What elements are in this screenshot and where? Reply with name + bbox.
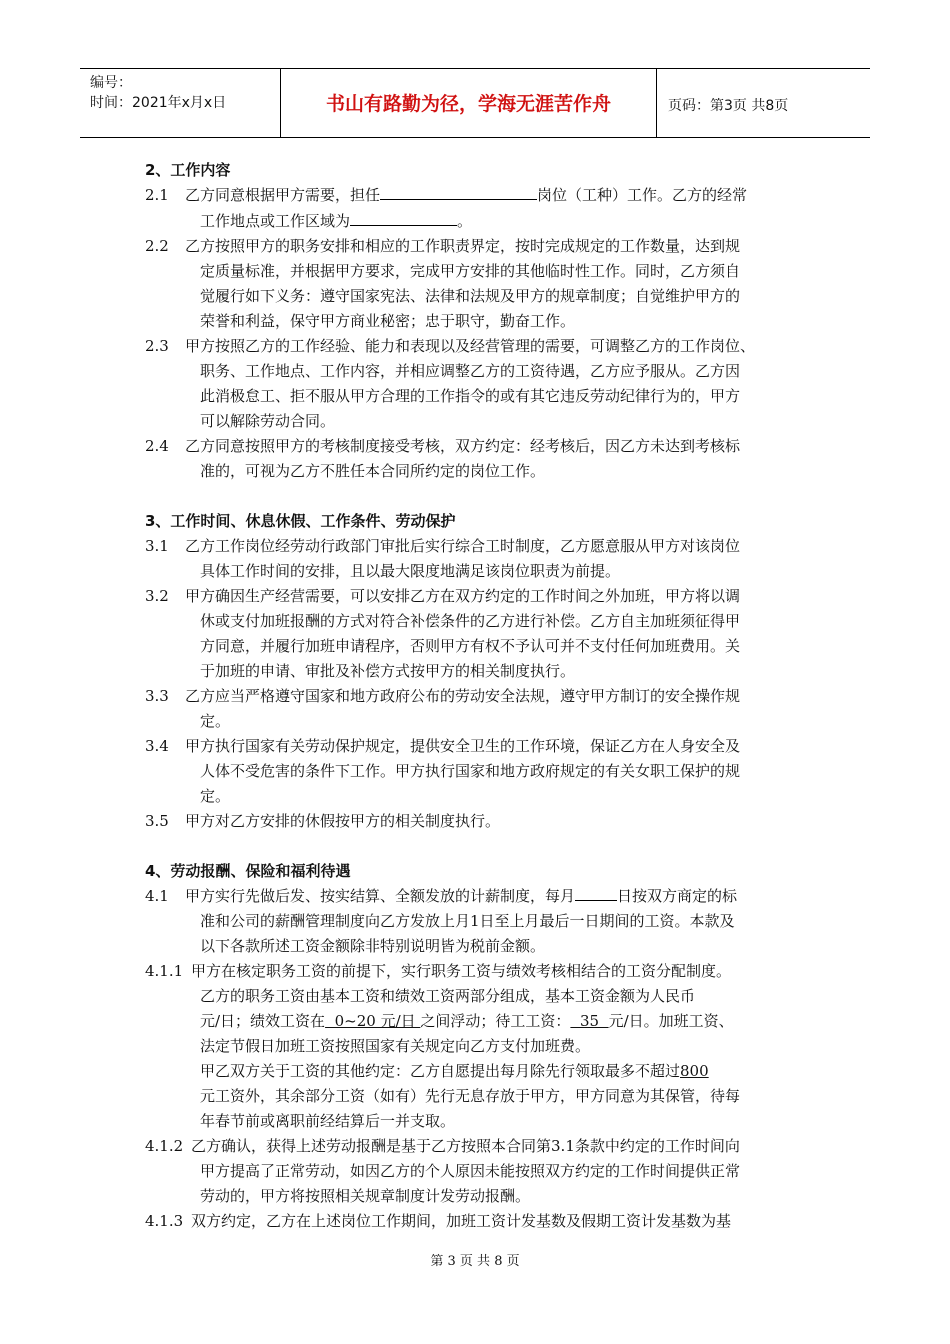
clause-line: 双方约定，乙方在上述岗位工作期间，加班工资计发基数及假期工资计发基数为基 (191, 1212, 732, 1230)
clause-line: 乙方的职务工资由基本工资和绩效工资两部分组成，基本工资金额为人民币 (200, 987, 696, 1005)
clause-line: 定质量标准，并根据甲方要求，完成甲方安排的其他临时性工作。同时，乙方须自 (200, 262, 741, 280)
section-title: 3、工作时间、休息休假、工作条件、劳动保护 (145, 512, 456, 530)
clause-line: 甲方确因生产经营需要，可以安排乙方在双方约定的工作时间之外加班，甲方将以调 (185, 587, 741, 605)
clause-number: 4.1.1 (145, 962, 184, 980)
clause-text: 乙方同意根据甲方需要，担任 (185, 186, 381, 204)
document-date: 时间：2021年x月x日 (90, 95, 227, 111)
clause-number: 3.3 (145, 687, 169, 705)
clause-line: 乙方应当严格遵守国家和地方政府公布的劳动安全法规，遵守甲方制订的安全操作规 (185, 687, 741, 705)
clause-number: 2.1 (145, 186, 169, 204)
clause-line: 乙方同意按照甲方的考核制度接受考核，双方约定：经考核后，因乙方未达到考核标 (185, 437, 741, 455)
clause-line: 人体不受危害的条件下工作。甲方执行国家和地方政府规定的有关女职工保护的规 (200, 762, 741, 780)
clause-text: 元/日；绩效工资在 (200, 1012, 326, 1030)
clause-line: 乙方按照甲方的职务安排和相应的工作职责界定，按时完成规定的工作数量，达到规 (185, 237, 741, 255)
clause-text: 甲方实行先做后发、按实结算、全额发放的计薪制度，每月 (185, 887, 576, 905)
page-header (80, 68, 870, 138)
clause-number: 4.1.3 (145, 1212, 184, 1230)
clause-text: 甲乙双方关于工资的其他约定：乙方自愿提出每月除先行领取最多不超过 (200, 1062, 681, 1080)
clause-line (185, 886, 737, 906)
section-title: 4、劳动报酬、保险和福利待遇 (145, 862, 351, 880)
clause-line: 定。 (200, 787, 231, 805)
clause-line: 元工资外，其余部分工资（如有）先行无息存放于甲方，甲方同意为其保管，待每 (200, 1087, 741, 1105)
clause-line (200, 1011, 734, 1031)
clause-number: 2.4 (145, 437, 169, 455)
fill-blank-position (380, 185, 537, 200)
header-divider (656, 69, 657, 137)
clause-line: 劳动的，甲方将按照相关规章制度计发劳动报酬。 (200, 1187, 531, 1205)
header-page-info: 页码：第3页 共8页 (668, 98, 789, 114)
clause-text: 岗位（工种）工作。乙方的经常 (537, 186, 748, 204)
clause-number: 2.3 (145, 337, 169, 355)
clause-line: 于加班的申请、审批及补偿方式按甲方的相关制度执行。 (200, 662, 576, 680)
clause-line: 准的，可视为乙方不胜任本合同所约定的岗位工作。 (200, 462, 546, 480)
clause-line: 准和公司的薪酬管理制度向乙方发放上月1日至上月最后一日期间的工资。本款及 (200, 912, 735, 930)
clause-number: 2.2 (145, 237, 169, 255)
clause-number: 4.1 (145, 887, 169, 905)
clause-number: 3.2 (145, 587, 169, 605)
clause-line: 乙方确认，获得上述劳动报酬是基于乙方按照本合同第3.1条款中约定的工作时间向 (191, 1137, 740, 1155)
advance-limit-value: 800 (680, 1062, 709, 1080)
clause-number: 3.1 (145, 537, 169, 555)
page-footer: 第 3 页 共 8 页 (430, 1254, 520, 1269)
clause-number: 4.1.2 (145, 1137, 184, 1155)
clause-line: 休或支付加班报酬的方式对符合补偿条件的乙方进行补偿。乙方自主加班须征得甲 (200, 612, 741, 630)
header-meta (90, 73, 226, 113)
clause-line: 以下各款所述工资金额除非特别说明皆为税前金额。 (200, 937, 546, 955)
section-title: 2、工作内容 (145, 161, 231, 179)
clause-line: 甲方执行国家有关劳动保护规定，提供安全卫生的工作环境，保证乙方在人身安全及 (185, 737, 741, 755)
clause-line: 甲方在核定职务工资的前提下，实行职务工资与绩效考核相结合的工资分配制度。 (191, 962, 732, 980)
clause-line: 乙方工作岗位经劳动行政部门审批后实行综合工时制度，乙方愿意服从甲方对该岗位 (185, 537, 741, 555)
clause-line: 荣誉和利益，保守甲方商业秘密；忠于职守，勤奋工作。 (200, 312, 576, 330)
header-motto: 书山有路勤为径，学海无涯苦作舟 (325, 93, 611, 115)
clause-number: 3.4 (145, 737, 169, 755)
clause-line: 可以解除劳动合同。 (200, 412, 336, 430)
clause-line: 具体工作时间的安排，且以最大限度地满足该岗位职责为前提。 (200, 562, 621, 580)
clause-text: 工作地点或工作区域为 (200, 212, 351, 230)
clause-line: 年春节前或离职前经结算后一并支取。 (200, 1112, 456, 1130)
clause-line: 法定节假日加班工资按照国家有关规定向乙方支付加班费。 (200, 1037, 591, 1055)
fill-blank-workplace (350, 211, 457, 226)
clause-line: 职务、工作地点、工作内容，并相应调整乙方的工资待遇，乙方应予服从。乙方因 (200, 362, 741, 380)
clause-text: 之间浮动；待工工资： (420, 1012, 571, 1030)
clause-line: 甲方按照乙方的工作经验、能力和表现以及经营管理的需要，可调整乙方的工作岗位、 (185, 337, 756, 355)
clause-line (200, 211, 472, 231)
clause-line (185, 185, 747, 205)
clause-text: 日按双方商定的标 (617, 887, 738, 905)
clause-line (200, 1061, 709, 1081)
standby-wage-value: 35 (570, 1012, 609, 1030)
document-number-label: 编号： (90, 75, 132, 91)
clause-line: 定。 (200, 712, 231, 730)
clause-number: 3.5 (145, 812, 169, 830)
clause-line: 此消极怠工、拒不服从甲方合理的工作指令的或有其它违反劳动纪律行为的，甲方 (200, 387, 741, 405)
clause-line: 甲方提高了正常劳动，如因乙方的个人原因未能按照双方约定的工作时间提供正常 (200, 1162, 741, 1180)
fill-blank-payday (575, 886, 617, 901)
clause-line: 方同意，并履行加班申请程序，否则甲方有权不予认可并不支付任何加班费用。关 (200, 637, 741, 655)
clause-line: 甲方对乙方安排的休假按甲方的相关制度执行。 (185, 812, 501, 830)
clause-line: 觉履行如下义务：遵守国家宪法、法律和法规及甲方的规章制度；自觉维护甲方的 (200, 287, 741, 305)
performance-wage-range: 0~20 元/日 (325, 1012, 421, 1030)
clause-text: 元/日。加班工资、 (608, 1012, 734, 1030)
clause-text: 。 (457, 212, 473, 230)
